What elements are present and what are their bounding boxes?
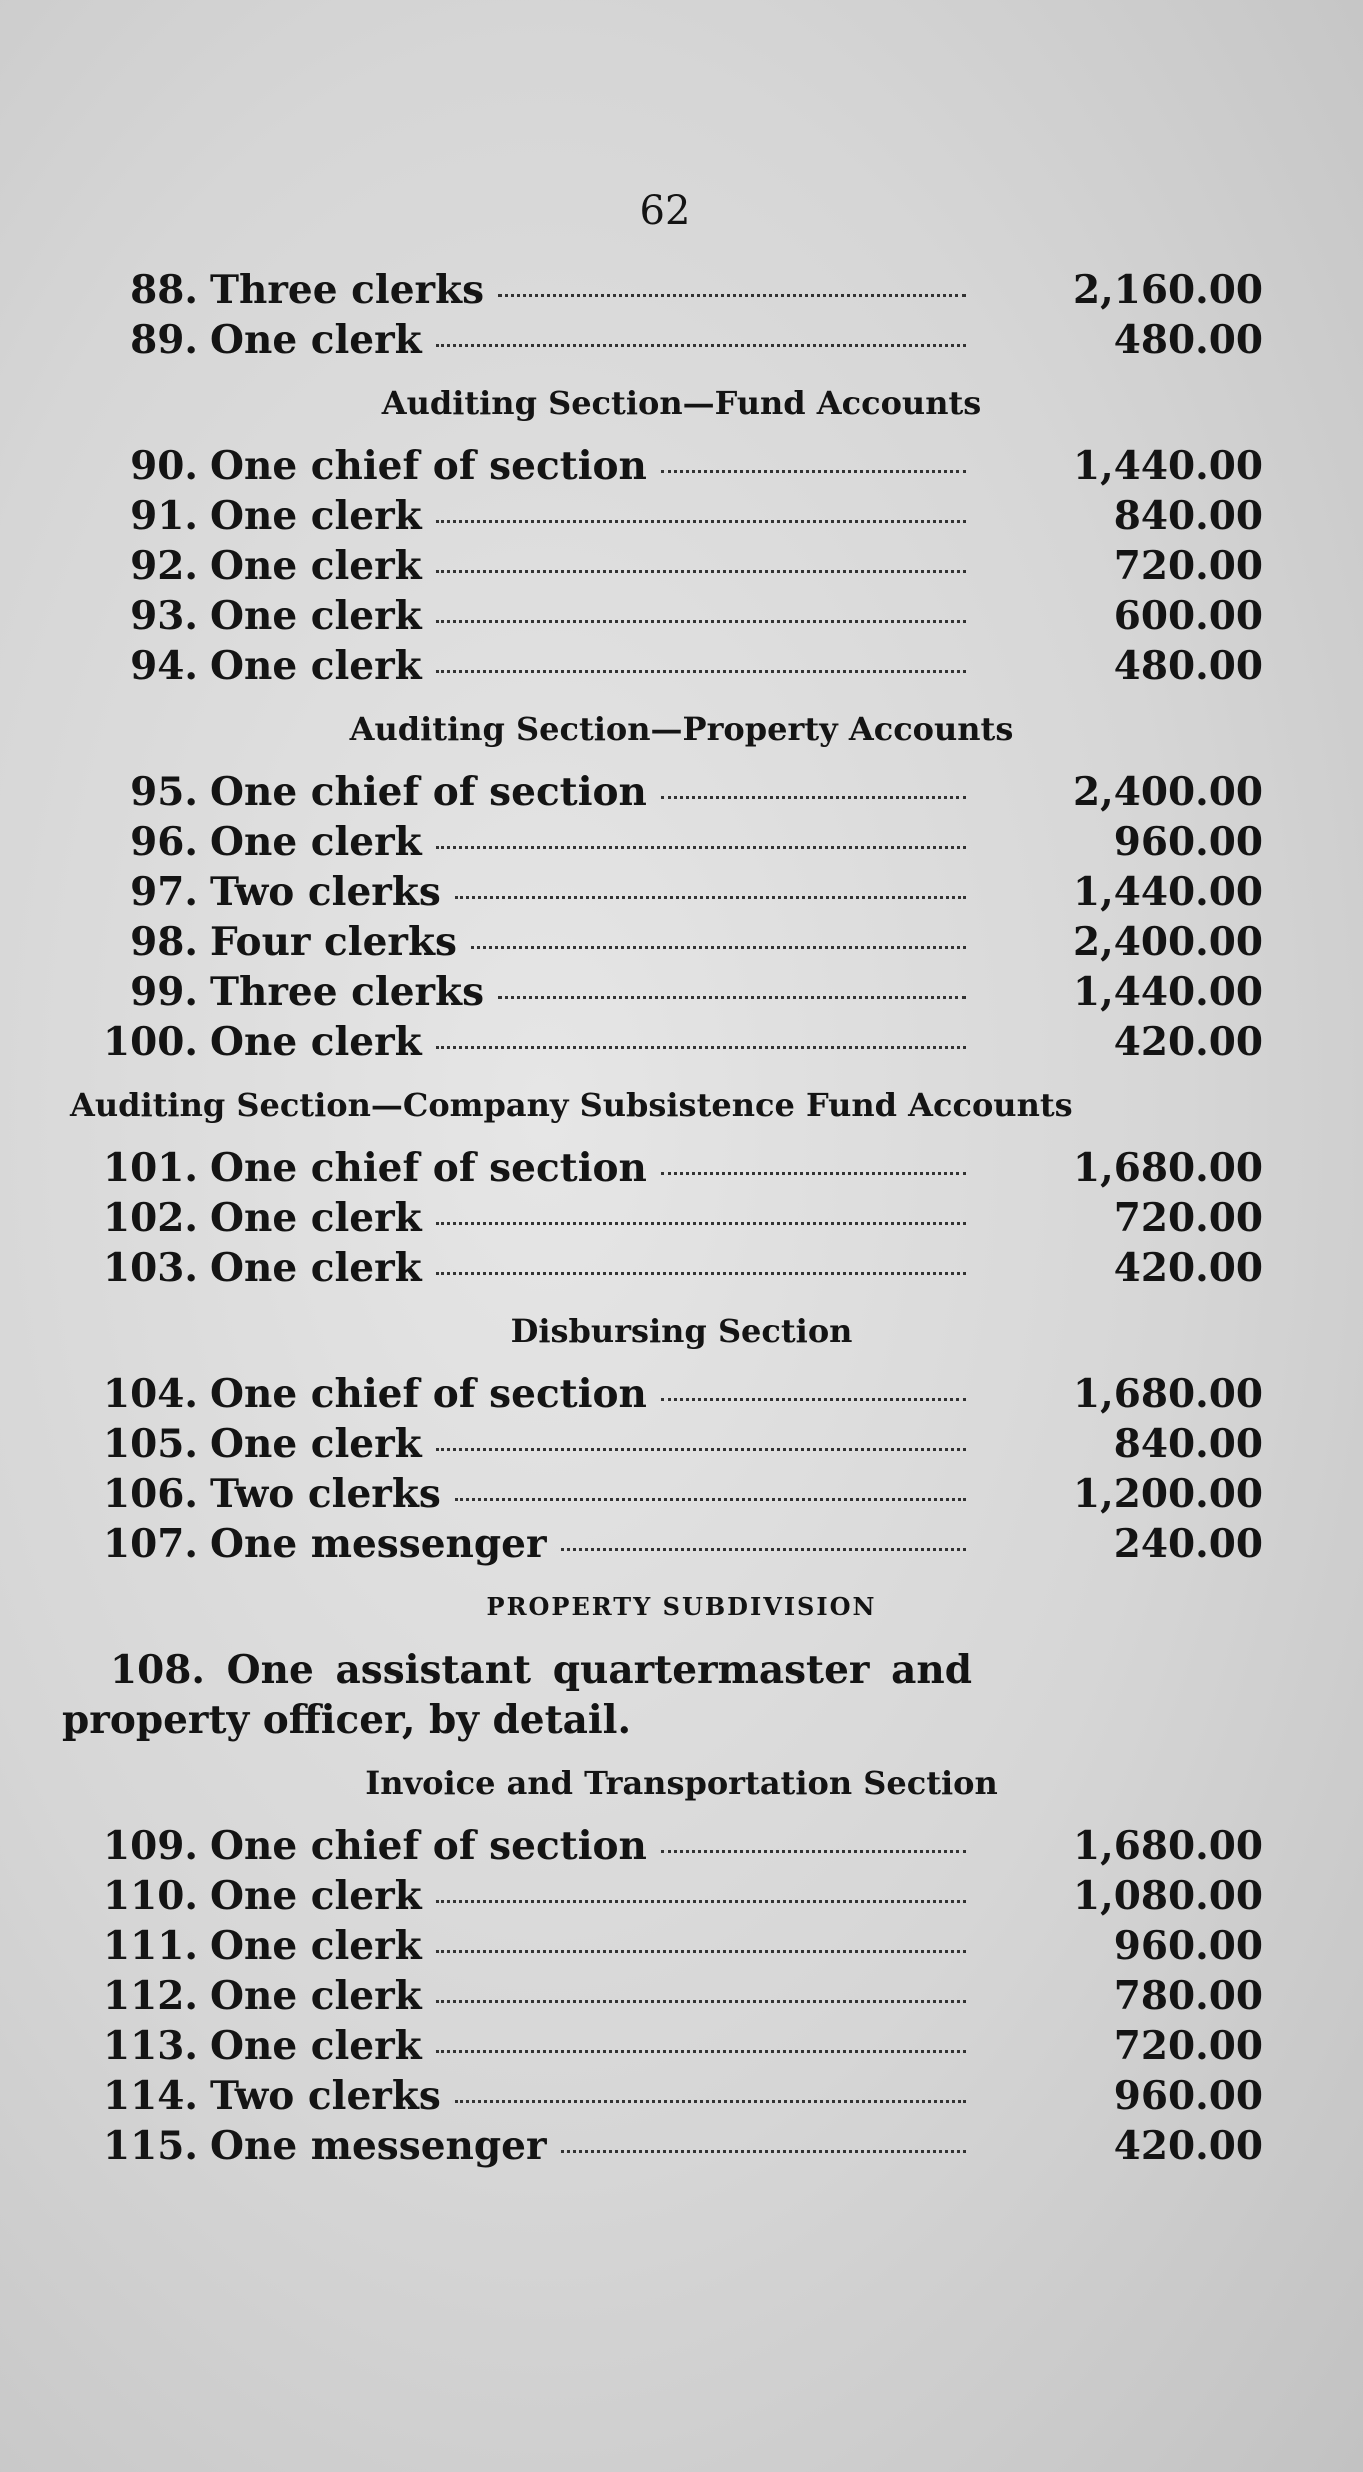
item-number: 98. xyxy=(130,919,198,965)
section-heading: Auditing Section—Fund Accounts xyxy=(381,384,982,422)
item-number: 109. xyxy=(103,1823,198,1869)
item-amount: 1,680.00 xyxy=(1073,1371,1263,1417)
line-item xyxy=(0,315,1363,365)
item-amount: 720.00 xyxy=(1113,1195,1263,1241)
item-description: One clerk xyxy=(210,1873,422,1919)
dot-leader xyxy=(661,1850,966,1853)
line-item xyxy=(0,1469,1363,1519)
item-number: 96. xyxy=(130,819,198,865)
item-description: One clerk xyxy=(210,1245,422,1291)
dot-leader xyxy=(436,1272,966,1275)
item-number: 114. xyxy=(103,2073,198,2119)
item-number: 102. xyxy=(103,1195,198,1241)
dot-leader xyxy=(661,1172,966,1175)
dot-leader xyxy=(436,1046,966,1049)
item-amount: 2,160.00 xyxy=(1073,267,1263,313)
item-amount: 780.00 xyxy=(1113,1973,1263,2019)
line-item xyxy=(0,867,1363,917)
item-number: 94. xyxy=(130,643,198,689)
line-item xyxy=(0,491,1363,541)
paragraph-item xyxy=(0,1645,972,1745)
paragraph-line: 108. One assistant quartermaster and xyxy=(110,1647,972,1693)
item-amount: 1,440.00 xyxy=(1073,443,1263,489)
item-description: Two clerks xyxy=(210,2073,441,2119)
line-item xyxy=(0,1243,1363,1293)
line-item xyxy=(0,1017,1363,1067)
line-item xyxy=(0,265,1363,315)
item-number: 103. xyxy=(103,1245,198,1291)
dot-leader xyxy=(436,1448,966,1451)
dot-leader xyxy=(436,2050,966,2053)
item-number: 100. xyxy=(103,1019,198,1065)
dot-leader xyxy=(561,1548,966,1551)
dot-leader xyxy=(455,896,966,899)
item-description: Two clerks xyxy=(210,1471,441,1517)
dot-leader xyxy=(498,996,966,999)
line-item xyxy=(0,1921,1363,1971)
item-amount: 240.00 xyxy=(1113,1521,1263,1567)
section-heading: Auditing Section—Company Subsistence Fund Accounts xyxy=(70,1086,1073,1124)
item-description: One clerk xyxy=(210,1923,422,1969)
dot-leader xyxy=(498,294,966,297)
item-amount: 840.00 xyxy=(1113,493,1263,539)
item-number: 93. xyxy=(130,593,198,639)
item-description: One clerk xyxy=(210,317,422,363)
dot-leader xyxy=(455,2100,966,2103)
line-item xyxy=(0,591,1363,641)
appropriation-list xyxy=(0,265,1363,2171)
item-description: One clerk xyxy=(210,643,422,689)
item-description: Four clerks xyxy=(210,919,457,965)
item-description: Two clerks xyxy=(210,869,441,915)
line-item xyxy=(0,1871,1363,1921)
page-number: 62 xyxy=(639,188,691,234)
line-item xyxy=(0,1419,1363,1469)
item-number: 101. xyxy=(103,1145,198,1191)
item-amount: 480.00 xyxy=(1113,643,1263,689)
dot-leader xyxy=(661,1398,966,1401)
dot-leader xyxy=(436,620,966,623)
section-heading: Auditing Section—Property Accounts xyxy=(349,710,1014,748)
item-description: Three clerks xyxy=(210,267,485,313)
item-description: One clerk xyxy=(210,1019,422,1065)
item-amount: 840.00 xyxy=(1113,1421,1263,1467)
dot-leader xyxy=(436,344,966,347)
dot-leader xyxy=(436,570,966,573)
item-description: One chief of section xyxy=(210,1371,647,1417)
dot-leader xyxy=(436,670,966,673)
section-heading: Disbursing Section xyxy=(510,1312,853,1350)
item-number: 113. xyxy=(103,2023,198,2069)
dot-leader xyxy=(455,1498,966,1501)
item-number: 90. xyxy=(130,443,198,489)
item-number: 104. xyxy=(103,1371,198,1417)
item-description: One clerk xyxy=(210,593,422,639)
item-amount: 2,400.00 xyxy=(1073,769,1263,815)
item-description: One clerk xyxy=(210,819,422,865)
item-description: One clerk xyxy=(210,1421,422,1467)
line-item xyxy=(0,2121,1363,2171)
item-amount: 960.00 xyxy=(1113,819,1263,865)
item-number: 99. xyxy=(130,969,198,1015)
item-number: 111. xyxy=(103,1923,198,1969)
item-number: 89. xyxy=(130,317,198,363)
dot-leader xyxy=(436,1900,966,1903)
item-description: One chief of section xyxy=(210,769,647,815)
dot-leader xyxy=(436,520,966,523)
line-item xyxy=(0,767,1363,817)
item-description: One clerk xyxy=(210,1195,422,1241)
dot-leader xyxy=(661,796,966,799)
section-heading: PROPERTY SUBDIVISION xyxy=(486,1592,877,1621)
dot-leader xyxy=(436,1950,966,1953)
item-number: 105. xyxy=(103,1421,198,1467)
item-amount: 600.00 xyxy=(1113,593,1263,639)
dot-leader xyxy=(436,1222,966,1225)
line-item xyxy=(0,2021,1363,2071)
item-number: 97. xyxy=(130,869,198,915)
item-description: One messenger xyxy=(210,2123,547,2169)
item-number: 91. xyxy=(130,493,198,539)
item-description: One clerk xyxy=(210,543,422,589)
paragraph-line: property officer, by detail. xyxy=(62,1697,632,1743)
item-description: One chief of section xyxy=(210,1823,647,1869)
item-amount: 480.00 xyxy=(1113,317,1263,363)
line-item xyxy=(0,817,1363,867)
dot-leader xyxy=(661,470,966,473)
item-description: One chief of section xyxy=(210,443,647,489)
item-amount: 720.00 xyxy=(1113,543,1263,589)
item-amount: 1,440.00 xyxy=(1073,869,1263,915)
item-amount: 2,400.00 xyxy=(1073,919,1263,965)
item-description: One chief of section xyxy=(210,1145,647,1191)
item-amount: 720.00 xyxy=(1113,2023,1263,2069)
item-amount: 420.00 xyxy=(1113,1019,1263,1065)
line-item xyxy=(0,1193,1363,1243)
item-number: 92. xyxy=(130,543,198,589)
item-amount: 420.00 xyxy=(1113,2123,1263,2169)
item-description: One clerk xyxy=(210,493,422,539)
line-item xyxy=(0,967,1363,1017)
dot-leader xyxy=(436,2000,966,2003)
item-number: 95. xyxy=(130,769,198,815)
item-number: 112. xyxy=(103,1973,198,2019)
line-item xyxy=(0,541,1363,591)
item-number: 88. xyxy=(130,267,198,313)
line-item xyxy=(0,1971,1363,2021)
line-item xyxy=(0,1821,1363,1871)
item-amount: 420.00 xyxy=(1113,1245,1263,1291)
line-item xyxy=(0,2071,1363,2121)
item-amount: 1,200.00 xyxy=(1073,1471,1263,1517)
dot-leader xyxy=(436,846,966,849)
item-amount: 1,680.00 xyxy=(1073,1823,1263,1869)
item-amount: 960.00 xyxy=(1113,1923,1263,1969)
section-heading: Invoice and Transportation Section xyxy=(365,1764,998,1802)
dot-leader xyxy=(471,946,966,949)
item-amount: 960.00 xyxy=(1113,2073,1263,2119)
item-description: One clerk xyxy=(210,2023,422,2069)
line-item xyxy=(0,641,1363,691)
item-description: One messenger xyxy=(210,1521,547,1567)
item-amount: 1,680.00 xyxy=(1073,1145,1263,1191)
item-amount: 1,080.00 xyxy=(1073,1873,1263,1919)
line-item xyxy=(0,1519,1363,1569)
item-amount: 1,440.00 xyxy=(1073,969,1263,1015)
line-item xyxy=(0,917,1363,967)
line-item xyxy=(0,1369,1363,1419)
line-item xyxy=(0,1143,1363,1193)
item-description: One clerk xyxy=(210,1973,422,2019)
item-number: 106. xyxy=(103,1471,198,1517)
item-number: 110. xyxy=(103,1873,198,1919)
item-description: Three clerks xyxy=(210,969,485,1015)
item-number: 115. xyxy=(103,2123,198,2169)
dot-leader xyxy=(561,2150,966,2153)
line-item xyxy=(0,441,1363,491)
item-number: 107. xyxy=(103,1521,198,1567)
